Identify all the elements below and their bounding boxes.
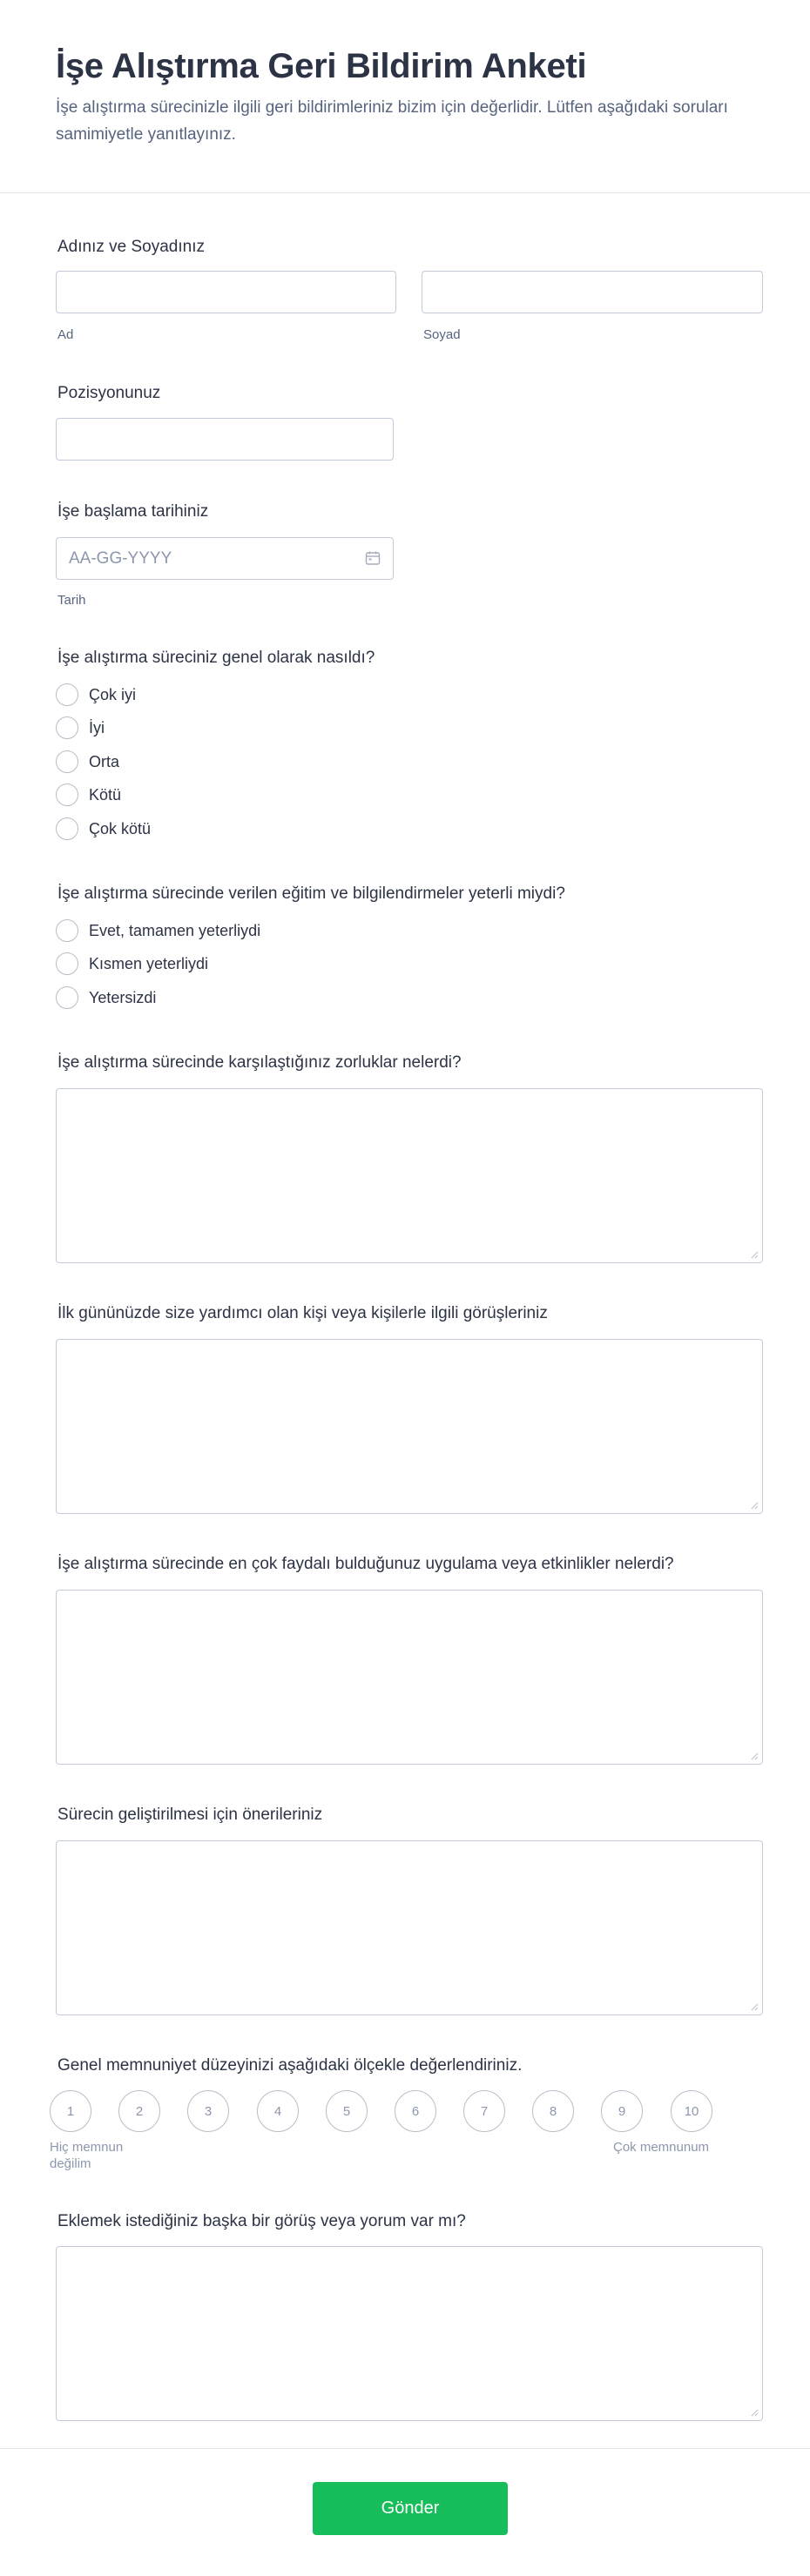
start-date-placeholder: AA-GG-YYYY [69,549,172,568]
start-date-input[interactable] [56,537,394,580]
radio-option-kotu[interactable] [56,782,121,808]
additional-comments-label: Eklemek istediğiniz başka bir görüş veya yorum var mı? [57,2212,466,2230]
resize-grip-icon[interactable] [750,1501,759,1510]
radio-label: Çok iyi [89,685,137,703]
radio-option-cok-kotu[interactable] [56,816,151,842]
last-name-input[interactable] [422,271,763,313]
name-label: Adınız ve Soyadınız [57,238,205,256]
form-title: İşe Alıştırma Geri Bildirim Anketi [56,47,587,85]
scale-option-10[interactable]: 10 [671,2090,712,2132]
radio-label: Kötü [89,785,122,804]
suggestions-textarea[interactable] [56,1840,763,2015]
resize-grip-icon[interactable] [750,1752,759,1760]
scale-option-9[interactable]: 9 [601,2090,643,2132]
scale-option-1[interactable]: 1 [50,2090,91,2132]
radio-label: Orta [89,752,120,770]
useful-activities-textarea[interactable] [56,1590,763,1765]
radio-label: Evet, tamamen yeterliydi [89,921,261,939]
radio-label: İyi [89,718,105,736]
radio-option-cok-iyi[interactable] [56,682,136,708]
radio-option-orta[interactable] [56,749,119,775]
radio-option-yetersiz[interactable] [56,985,156,1011]
radio-button[interactable] [56,750,78,773]
position-input[interactable] [56,418,394,461]
form-subtitle: İşe alıştırma sürecinizle ilgili geri bildirimleriniz bizim için değerlidir. Lütfen aşağıdaki soruları samimiyetle yanıtlayınız. [56,98,728,144]
start-date-sublabel: Tarih [57,593,86,608]
scale-option-4[interactable]: 4 [257,2090,299,2132]
scale-option-2[interactable]: 2 [118,2090,160,2132]
resize-grip-icon[interactable] [750,1250,759,1259]
resize-grip-icon[interactable] [750,2002,759,2011]
form-header [0,0,810,193]
radio-option-iyi[interactable] [56,715,105,741]
submit-button[interactable]: Gönder [313,2482,508,2535]
suggestions-label: Sürecin geliştirilmesi için önerileriniz [57,1806,323,1824]
radio-button[interactable] [56,784,78,806]
difficulties-textarea[interactable] [56,1088,763,1263]
useful-activities-label: İşe alıştırma sürecinde en çok faydalı bulduğunuz uygulama veya etkinlikler nelerdi? [57,1555,674,1573]
scale-option-5[interactable]: 5 [326,2090,368,2132]
calendar-icon[interactable] [365,550,381,566]
radio-button[interactable] [56,817,78,840]
additional-comments-textarea[interactable] [56,2246,763,2421]
last-name-sublabel: Soyad [423,327,461,342]
first-name-sublabel: Ad [57,327,74,342]
scale-low-label: Hiç memnun değilim [50,2140,124,2171]
resize-grip-icon[interactable] [750,2408,759,2417]
first-day-textarea[interactable] [56,1339,763,1514]
radio-option-kismen-yeterli[interactable] [56,951,208,977]
form-footer [0,2448,810,2576]
radio-button[interactable] [56,683,78,706]
radio-button[interactable] [56,952,78,975]
training-question-label: İşe alıştırma sürecinde verilen eğitim ve bilgilendirmeler yeterli miydi? [57,884,565,903]
scale-option-7[interactable]: 7 [463,2090,505,2132]
radio-button[interactable] [56,986,78,1009]
radio-button[interactable] [56,919,78,942]
radio-option-tamamen-yeterli[interactable] [56,918,260,944]
scale-option-6[interactable]: 6 [395,2090,436,2132]
scale-question-label: Genel memnuniyet düzeyinizi aşağıdaki ölçekle değerlendiriniz. [57,2056,523,2075]
general-question-label: İşe alıştırma süreciniz genel olarak nasıldı? [57,649,375,667]
start-date-label: İşe başlama tarihiniz [57,502,209,521]
difficulties-label: İşe alıştırma sürecinde karşılaştığınız zorluklar nelerdi? [57,1053,462,1072]
first-day-label: İlk gününüzde size yardımcı olan kişi veya kişilerle ilgili görüşleriniz [57,1304,548,1322]
first-name-input[interactable] [56,271,396,313]
radio-label: Yetersizdi [89,988,157,1006]
scale-option-3[interactable]: 3 [187,2090,229,2132]
scale-option-8[interactable]: 8 [532,2090,574,2132]
position-label: Pozisyonunuz [57,384,161,402]
scale-high-label: Çok memnunum [613,2140,710,2155]
radio-button[interactable] [56,716,78,739]
radio-label: Çok kötü [89,819,152,837]
radio-label: Kısmen yeterliydi [89,954,209,972]
